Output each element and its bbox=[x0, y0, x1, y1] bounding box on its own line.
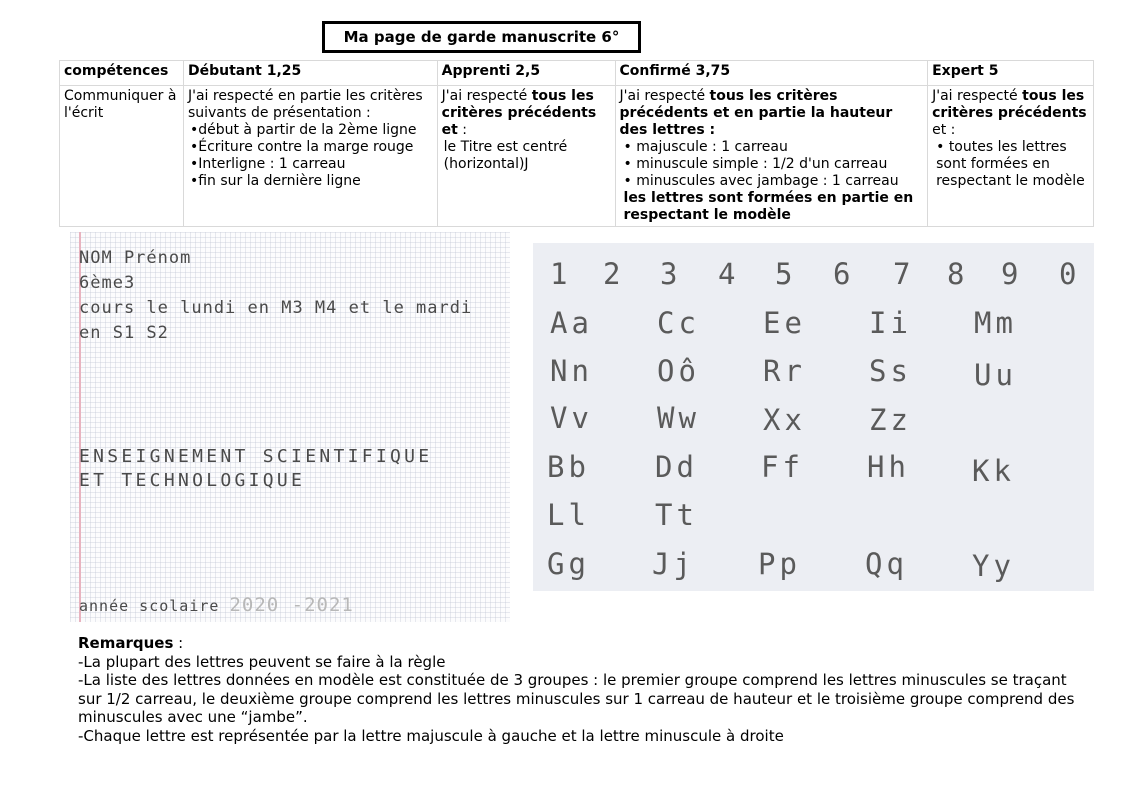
rubric-table bbox=[59, 60, 1094, 227]
apprenti-colon: : bbox=[457, 122, 468, 138]
cell-expert bbox=[928, 86, 1094, 227]
letter-glyph: Vv bbox=[550, 401, 593, 435]
letter-glyph: Aa bbox=[550, 306, 593, 340]
hand-subject-1: ENSEIGNEMENT SCIENTIFIQUE bbox=[79, 446, 433, 467]
letter-glyph: Uu bbox=[974, 358, 1017, 392]
letter-glyph: Zz bbox=[869, 403, 912, 437]
letter-glyph: Xx bbox=[763, 403, 806, 437]
apprenti-bold: tous les critères précédents et bbox=[441, 88, 597, 138]
cell-competence bbox=[60, 86, 184, 227]
rubric-criteria-row bbox=[60, 86, 1094, 227]
header-competences: compétences bbox=[60, 61, 184, 86]
competence-text: Communiquer à l'écrit bbox=[64, 88, 177, 121]
debutant-intro: J'ai respecté en partie les critères suivants de présentation : bbox=[187, 88, 423, 121]
letter-glyph: Gg bbox=[547, 547, 590, 581]
letter-glyph: Hh bbox=[867, 450, 910, 484]
hand-class: 6ème3 bbox=[79, 273, 136, 293]
letter-glyph: Tt bbox=[655, 498, 698, 532]
hand-name: NOM Prénom bbox=[79, 248, 192, 268]
expert-after: et : bbox=[932, 122, 956, 138]
confirme-item: • minuscules avec jambage : 1 carreau bbox=[623, 173, 899, 189]
apprenti-intro: J'ai respecté bbox=[441, 88, 532, 104]
remarks-section bbox=[78, 634, 1088, 745]
hand-subject-2: ET TECHNOLOGIQUE bbox=[79, 470, 306, 491]
letter-glyph: Pp bbox=[758, 547, 801, 581]
debutant-item: •Écriture contre la marge rouge bbox=[189, 139, 414, 155]
digit-glyph: 1 bbox=[550, 257, 572, 291]
model-letters bbox=[533, 243, 1094, 591]
header-apprenti: Apprenti 2,5 bbox=[437, 61, 615, 86]
letter-glyph: Ll bbox=[547, 498, 590, 532]
cell-debutant bbox=[183, 86, 437, 227]
letter-glyph: Rr bbox=[763, 354, 806, 388]
apprenti-detail: le Titre est centré (horizontal)J bbox=[443, 139, 568, 172]
handwritten-cover-sample bbox=[70, 232, 510, 622]
letter-glyph: Cc bbox=[657, 306, 700, 340]
letter-glyph: Kk bbox=[972, 454, 1015, 488]
rubric-header-row bbox=[60, 61, 1094, 86]
confirme-bold: tous les critères précédents et en partie la hauteur des lettres : bbox=[619, 88, 893, 138]
hand-schedule: cours le lundi en M3 M4 et le mardi bbox=[79, 298, 473, 318]
digit-glyph: 5 bbox=[775, 257, 797, 291]
hand-school-year bbox=[79, 594, 354, 616]
letter-glyph: Ii bbox=[869, 306, 912, 340]
digit-glyph: 9 bbox=[1001, 257, 1023, 291]
year-value: 2020 -2021 bbox=[229, 594, 354, 616]
expert-intro: J'ai respecté bbox=[932, 88, 1023, 104]
digit-glyph: 7 bbox=[893, 257, 915, 291]
debutant-item: •début à partir de la 2ème ligne bbox=[189, 122, 417, 138]
year-label: année scolaire bbox=[79, 597, 230, 615]
letter-glyph: Qq bbox=[865, 547, 908, 581]
page-title: Ma page de garde manuscrite 6° bbox=[322, 21, 641, 53]
hand-schedule-2: en S1 S2 bbox=[79, 323, 169, 343]
header-debutant: Débutant 1,25 bbox=[183, 61, 437, 86]
remark-line: -La plupart des lettres peuvent se faire à la règle bbox=[78, 652, 446, 671]
letter-glyph: Nn bbox=[550, 354, 593, 388]
digit-glyph: 0 bbox=[1059, 257, 1081, 291]
digit-glyph: 8 bbox=[947, 257, 969, 291]
confirme-intro: J'ai respecté bbox=[619, 88, 710, 104]
letter-glyph: Ee bbox=[763, 306, 806, 340]
expert-bold: tous les critères précédents bbox=[932, 88, 1087, 121]
letter-glyph: Yy bbox=[972, 549, 1015, 583]
letter-glyph: Dd bbox=[655, 450, 698, 484]
remark-line: -Chaque lettre est représentée par la lettre majuscule à gauche et la lettre minuscule à droite bbox=[78, 726, 784, 745]
header-confirme: Confirmé 3,75 bbox=[615, 61, 928, 86]
letter-glyph: Bb bbox=[547, 450, 590, 484]
cell-apprenti bbox=[437, 86, 615, 227]
remarks-heading-colon: : bbox=[173, 634, 184, 652]
confirme-item: • minuscule simple : 1/2 d'un carreau bbox=[623, 156, 888, 172]
remarks-heading bbox=[78, 634, 1088, 653]
letter-glyph: Ss bbox=[869, 354, 912, 388]
remark-line: -La liste des lettres données en modèle est constituée de 3 groupes : le premier groupe comprend les lettres minuscules se traçant sur 1/2 carreau, le deuxième groupe comprend les lettres minuscules sur 1 carreau de hauteur et le troisième groupe comprend des minuscules avec une “jambe”. bbox=[78, 671, 1075, 726]
expert-item: • toutes les lettres sont formées en respectant le modèle bbox=[936, 139, 1085, 189]
digit-glyph: 3 bbox=[660, 257, 682, 291]
debutant-item: •fin sur la dernière ligne bbox=[189, 173, 361, 189]
digit-glyph: 4 bbox=[718, 257, 740, 291]
letter-glyph: Ff bbox=[761, 450, 804, 484]
debutant-item: •Interligne : 1 carreau bbox=[189, 156, 346, 172]
remarks-heading-text: Remarques bbox=[78, 634, 174, 652]
header-expert: Expert 5 bbox=[928, 61, 1094, 86]
digit-glyph: 6 bbox=[833, 257, 855, 291]
letter-glyph: Oô bbox=[657, 354, 700, 388]
confirme-bold-end: les lettres sont formées en partie en respectant le modèle bbox=[623, 190, 914, 223]
letter-glyph: Jj bbox=[652, 547, 695, 581]
letter-glyph: Ww bbox=[657, 401, 700, 435]
letter-glyph: Mm bbox=[974, 306, 1017, 340]
digit-glyph: 2 bbox=[603, 257, 625, 291]
cell-confirme bbox=[615, 86, 928, 227]
confirme-item: • majuscule : 1 carreau bbox=[623, 139, 788, 155]
